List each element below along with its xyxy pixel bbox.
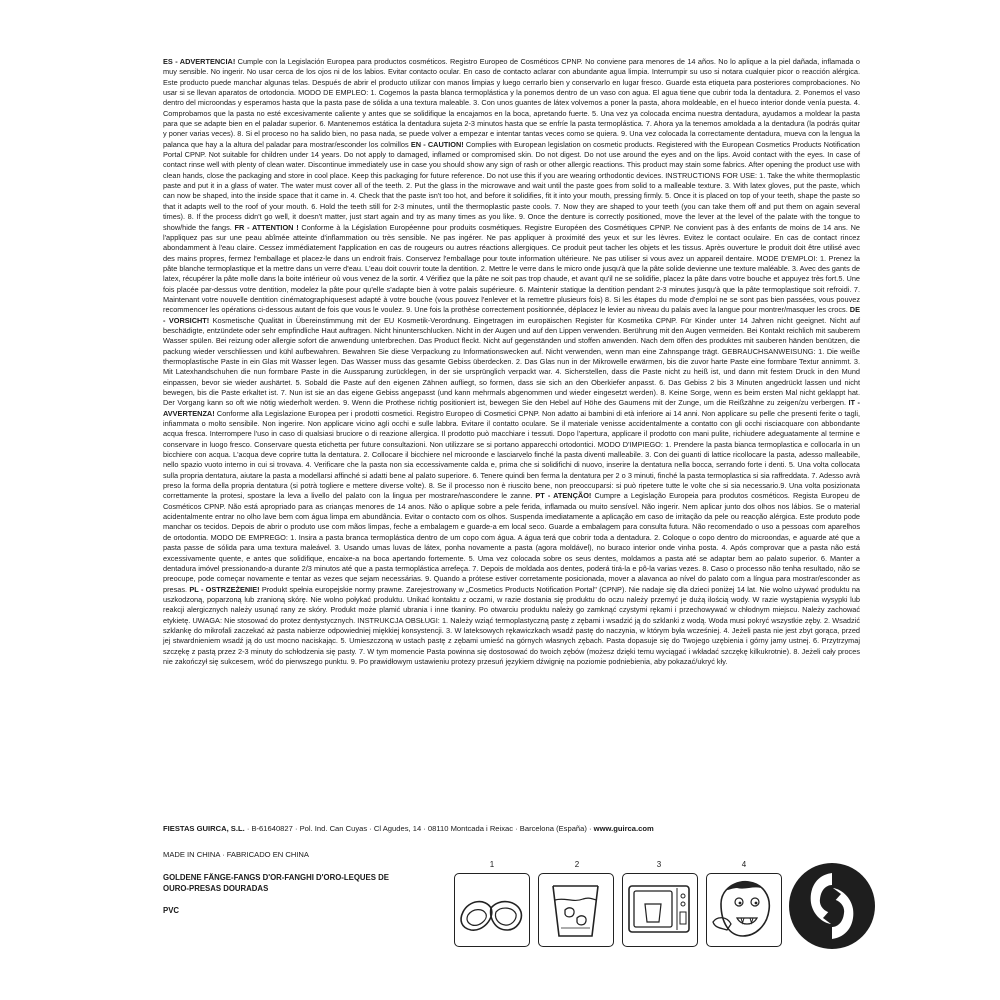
section-it xyxy=(163,398,860,500)
section-de-text: Kosmetische Qualität in Übereinstimmung mit der EU Kosmetik-Verordnung. Eingetragen im europäischen Register für Kosmetika CPNP. Für Kinder unter 14 Jahren nicht geeignet. Nicht auf beschädigte, entzündete oder sehr empfindliche Haut auftragen. Nicht hinunterschlucken. Nicht in der Augen und auf den Lippen verwenden. Berührung mit den Augen vermeiden. Bei Kontakt reichlich mit sauberem Wasser spülen. Bei reizung oder allergie sofort die anwendung unterbrechen. Das Product fleckt. Nicht auf gegenständen und stoffen anwenden. Nach dem öffen des produktes mit sauberen händen benützen, die packung wieder verschliessen und kühl aufbewahren. Bewahren Sie diese Verpackung zu Informationswecken auf. Nicht verwenden, wenn man eine Zahnspange trägt. GEBRAUCHSANWEISUNG: 1. Die weiße thermoplastische Paste in ein Glas mit Wasser legen. Das Wasser muss das gesamte Gebiss überdecken. 2. Das Glas nun in der Mikrowelle erwärmen, bis die zuvor harte Paste eine formbare Textur annimmt. 3. Mit Latexhandschuhen die nun formbare Paste in die Aussparung zurücklegen, in der sie ursprünglich verpackt war. 4. Sicherstellen, dass die Paste nicht zu heiß ist, und dann mit festem Druck in den Mund einpassen, bevor sie wieder aushärtet. 5. Sobald die Paste auf den eigenen Zähnen aufliegt, so formen, dass sie sich an den Oberkiefer anpasst. 6. Das Gebiss 2 bis 3 Minuten angedrückt lassen und nicht bewegen, bis die Paste erkaltet ist. 7. Nun ist sie an das eigene Gebiss angepasst (und kann mehrmals abgenommen und wieder eingesetzt werden). 8. Keine Sorge, wenn es beim ersten Mal nicht geklappt hat. Der Vorgang kann so oft wie nötig wiederholt werden. 9. Wenn die Prothese richtig positioniert ist, bewegen Sie den Hebel auf Höhe des Gaumens mit der Zunge, um die Reißzähne zu zeigen/zu verbergen. xyxy=(163,315,860,408)
section-en-heading: EN - CAUTION! xyxy=(410,139,464,149)
step-2-number: 2 xyxy=(574,860,580,869)
section-en-text: Complies with European legislation on cosmetic products. Registered with the European Cosmetics Products Notification Portal CPNP. Not suitable for children under 14 years. Do not apply to damaged, inflamed or compromised skin. Do not digest. Do not use around the eyes and on the lips. Avoid contact with the eyes. In case of contact rinse well with plenty of clean water. Discontinue immediately use in case you should show any sign of rash or other allergic reactions. This product may stain some fabrics. After opening the product use with clean hands, close the packaging and store in cool place. Keep this packaging for future reference. Do not use this if you are wearing orthodontic devices. INSTRUCTIONS FOR USE: 1. Take the white thermoplastic paste and put it in a glass of water. The water must cover all of the teeth. 2. Put the glass in the microwave and wait until the paste goes from solid to a malleable texture. 3. With latex gloves, put the paste, which can now be shaped, into the inside space that it came in. 4. Check that the paste isn't too hot, and before it solidifies, fit it into your mouth, pressing firmly. 5. Once it is placed on top of your teeth, shape the paste so that it adapts well to the roof of your mouth. 6. Hold the teeth still for 2-3 minutes, until the thermoplastic paste cools. 7. Now they are shaped to your teeth (you can take them off and put them on again several times). 8. If the process didn't go well, it doesn't matter, just start again and try as many times as you like. 9. Once the denture is correctly positioned, move the lever at the level of the palate with the tongue to show/hide the fangs. xyxy=(163,139,860,232)
step-4-number: 4 xyxy=(741,860,747,869)
company-details: · B-61640827 · Pol. Ind. Can Cuyas · Cl Agudes, 14 · 08110 Montcada i Reixac · Barcelona (España) · xyxy=(244,824,594,833)
section-pt-text: Cumpre a Legislação Europeia para produtos cosméticos. Regista Europeu de Cosméticos CPNP. Não está apropriado para as crianças menores de 14 anos. Não o aplique sobre a pele ferida, inflamada ou muito sensível. Não ingerir. Nem aplicar junto dos olhos nos lábios. Se o material acidentalmente entrar no olho lave bem com água limpa em abundância. Evitar o contacto com os olhos. Suspenda imediatamente a aplicação em caso de irritação da pele ou reacção alérgica. Este produto pode manchar os tecidos. Depois de abrir o produto use com mãos limpas, feche a embalagem e guarde-a em local seco. Guarde a embalagem para consulta futura. Não recomendado o uso a pessoas com aparelhos de ortodontia. MODO DE EMPREGO: 1. Insira a pasta branca termoplástica dentro de um copo com água. A água terá que cobrir toda a dentadura. 2. Coloque o copo dentro do microondas, e aguarde até que a pasta passe de sólida para uma textura maleável. 3. Usando umas luvas de látex, ponha novamente a pasta (agora moldável), no buraco interior onde vinha posta. 4. Após comprovar que a pasta não está excessivamente quente, e antes que solidifique, encaixe-a na boca apertando fortemente. 5. Uma vez colocada sobre os seus dentes, moldamos a pasta até se adaptar bem ao palato superior. 6. Manter a dentadura imóvel pressionando-a durante 2/3 minutos até que a pasta termoplástica arrefeça. 7. Depois de moldada aos dentes, poderá tirá-la e pô-la varias vezes. 8. Caso o processo não tenha resultado, não se preocupe, pode começar novamente e tentar as vezes que sejam necessárias. 9. Quando a prótese estiver corretamente posicionada, mover a alavanca ao nível do palato com a língua para mostrar/esconder as presas. xyxy=(163,491,860,594)
glass-of-water-icon xyxy=(539,874,612,945)
fangs-icon xyxy=(455,874,528,945)
section-es-text: Cumple con la Legislación Europea para productos cosméticos. Registro Europeo de Cosméticos CPNP. No conviene para menores de 14 años. No lo aplique a la piel dañada, inflamada o muy sensible. No ingerir. No usar cerca de los ojos ni de los labios. Evitar contacto ocular. En caso de contacto aclarar con abundante agua limpia. Interrumpir su uso si notara cualquier picor o reacción alérgica. Este producto puede manchar algunas telas. Después de abrir el producto utilizar con manos limpias y luego cerrarlo bien y conservarlo en lugar fresco. Guarde esta etiqueta para posteriores comprobaciones. No usar si se llevan aparatos de ortodoncia. MODO DE EMPLEO: 1. Cogemos la pasta blanca termoplástica y la ponemos dentro de un vaso con agua. El agua tiene que cubrir toda la dentadura. 2. Ponemos el vaso dentro del microondas y esperamos hasta que la pasta pase de sólida a una textura maleable. 3. Con unos guantes de látex volvemos a poner la pasta, ahora moldeable, en el hueco interior donde venía puesta. 4. Comprobamos que la pasta no esté excesivamente caliente y antes que se solidifique la encajamos en la boca, apretando fuerte. 5. Una vez ya colocada encima nuestra dentadura, ayudamos a moldear la pasta para que se adapte bien en el paladar superior. 6. Mantenemos estática la dentadura sujeta 2-3 minutos hasta que se enfríe la pasta termoplástica. 7. Ahora ya la tenemos amoldada a la dentadura (la podrás quitar y poner varias veces). 8. Si el proceso no ha salido bien, no pasa nada, se puede volver a empezar e intentar tantas veces como se quiera. 9. Una vez colocada la correctamente dentadura, mueva con la lengua la palanca que hay a la altura del paladar para mostrar/esconder los colmillos xyxy=(163,57,860,149)
step-3-panel xyxy=(622,873,698,947)
section-es xyxy=(163,57,860,149)
warning-text xyxy=(163,57,860,667)
section-de-heading: DE - VORSICHT! xyxy=(163,305,860,325)
section-pl-text: Produkt spełnia europejskie normy prawne. Zarejestrowany w „Cosmetics Products Notification Portal" (CPNP). Nie nadaje się dla dzieci poniżej 14 lat. Nie wolno używać produktu na uszkodzoną, poparzoną lub zranioną skórę. Nie wolno połykać produktu. Unikać kontaktu z oczami, w razie dostania się produktu do oczu należy przemyć je dużą ilością wody. W razie wystąpienia wysypki lub reakcji alergicznych należy usunąć rany ze skóry. Produkt może plamić ubrania i inne tkaniny. Po otwarciu produktu należy go zamknąć czystymi rękami i przechowywać w chłodnym miejscu. Należy zachować etykietę. UWAGA: Nie stosować do protez dentystycznych. INSTRUKCJA OBSŁUGI: 1. Należy wziąć termoplastyczną pastę z zębami i wsadzić ją do szklanki z wodą. Woda musi pokryć wszystkie zęby. 2. Wsadzić szklankę do mikrofali zaczekać aż pasta nabierze odpowiedniej miękkiej konsystencji. 3. W lateksowych rękawiczkach wsadź pastę do naczynia, w którym była wcześniej. 4. Jeżeli pasta nie jest zbyt gorąca, przed jej stwardnieniem wsadź ją do ust mocno naciskając. 5. Umieszczoną w ustach pastę z zębami umieść na górnych własnych zębach. Pasta dopasuje się do Twojego uzębienia i górny jamy ustnej. 6. Przytrzymaj szczękę z pastą przez 2-3 minuty do schłodzenia się pasty. 7. W tym momencie Pasta powinna się dostosować do twoich zębów (możesz dzięki temu wyciągać i wkładać szczękę kilkukrotnie). 8. Jeżeli cały proces nie zakończył się sukcesem, wróć do pierwszego punktu. 9. Po prawidłowym ustawieniu protezy przesuń językiem dźwignię na poziomie podniebienia, aby pokazać/ukryć kły. xyxy=(163,584,861,666)
section-fr-heading: FR - ATTENTION ! xyxy=(234,222,299,232)
section-pt-heading: PT - ATENÇÃO! xyxy=(535,491,592,501)
section-it-heading: IT - AVVERTENZA! xyxy=(163,398,860,418)
instruction-steps xyxy=(454,860,782,950)
section-de xyxy=(163,305,860,407)
company-website: www.guirca.com xyxy=(593,824,654,833)
microwave-icon xyxy=(623,874,696,945)
company-line xyxy=(163,824,863,833)
section-fr-text: Conforme à la Législation Européenne pour produits cosmétiques. Registre Européen des Cosmétiques CPNP. Ne convient pas à des enfants de moins de 14 ans. Ne l'appliquez pas sur une peau abîmée atteinte d'inflammation ou très sensible. Ne pas ingérer. Ne pas appliquer à proximité des yeux et sur les lèvres. Evitez le contact oculaire. En cas de contact rincez abondamment à l'eau claire. Cessez immédiatement l'application en cas de rougeurs ou autres réactions allergiques. Ce produit peut tacher les objets et les tissus. Après ouverture le produit doit être utilisé avec des mains propres, fermez l'emballage et placez-le dans un endroit frais. Conservez l'emballage pour toute information ultérieure. Ne pas utiliser si vous avez un appareil dentaire. MODE D'EMPLOI: 1. Prenez la pâte blanche termoplastique et la mettre dans un verre d'eau. L'eau doit couvrir toute la dentition. 2. Mettre le verre dans le micro onde jusqu'à que la pâte solide devienne une texture maléable. 3. Avec des gants de latex, récupérer la pâte molle dans la boite intérieur où vous venez de la sortir. 4 Vérifiez que la pâte ne soit pas trop chaude, et avant qu'il ne se solidifie, placez la pâte dans votre bouche et appuyez très fort.5. Une fois placée par-dessus votre dentition, modelez la pâte pour qu'elle s'adapte bien à votre palais supérieure. 6. Maintenir statique la dentition pendant 2-3 minutes jusqu'à que la pâte termoplastique soit refroidi. 7. Maintenant votre nouvelle dentition cinématographiquesest adapté à votre bouche (vous pouvez l'enlever et la remettre plusieurs fois) 8. Si les étapes du mode d'emploi ne se sont pas bien passées, vous pouvez recommencer les opérations ci-dessous autant de fois que vous le voulez. 9. Une fois la prothèse correctement positionnée, déplacez le levier au niveau du palais avec la langue pour montrer/masquer les crocs. xyxy=(163,222,860,315)
section-en xyxy=(163,140,860,232)
step-1-number: 1 xyxy=(489,860,495,869)
green-dot-recycling-icon xyxy=(787,861,877,951)
step-3-number: 3 xyxy=(656,860,662,869)
step-4-panel xyxy=(706,873,782,947)
product-name: GOLDENE FÄNGE-FANGS D'OR-FANGHI D'ORO-LEQUES DE OURO-PRESAS DOURADAS xyxy=(163,873,389,893)
child-wearing-fangs-icon xyxy=(707,874,780,945)
step-2-panel xyxy=(538,873,614,947)
section-fr xyxy=(163,223,860,315)
section-it-text: Conforme alla Legislazione Europea per i prodotti cosmetici. Registro Europeo di Cosmetici CPNP. Non adatto ai bambini di età inferiore ai 14 anni. Non applicare su pelle che presenti ferite o tagli, infiammata o molto sensibile. Non ingerire. Non applicare vicino agli occhi e sulle labbra. Evitare il contatto oculare. Se il materiale venisse accidentalmente a contatto con gli occhi risciacquare con abbondante acqua fresca. Interrompere l'uso in caso di qualsiasi bruciore o di reazione allergica. Il prodotto può macchiare i tessuti. Dopo l'apertura, applicare il prodotto con mani pulite, richiudere adeguatamente al termine e conservare in luogo fresco. Conservare questa etichetta per future consultazioni. Non utilizzare se si portano apparecchi ortodontici. MODO D'IMPIEGO: 1. Prendere la pasta bianca termoplastica e collocarla in un bicchiere con acqua. L'acqua deve coprire tutta la dentatura. 2. Collocare il bicchiere nel microonde e lasciarvelo finché la pasta diventi malleabile. 3. Con dei guanti di lattice ricollocare la pasta, adesso malleabile, nello spazio vuoto interno in cui si trovava. 4. Verificare che la pasta non sia eccessivamente calda e, prima che si solidifichi di nuovo, inserire la dentatura nella bocca, serrando forte i denti. 5. Una volta collocata sulla propria dentatura, aiutare la pasta a modellarsi affinché si adatti bene al palato superiore. 6. Tenere quindi ben ferma la dentatura per 2 o 3 minuti, finché la pasta termoplastica si sia raffreddata. 7. Adesso avrà preso la forma della propria dentatura (si potrà togliere e mettere diverse volte). 8. Se il processo non è riuscito bene, non preoccuparsi: si può ripetere tutte le volte che si sia necessario.9. Una volta posizionata correttamente la protesi, spostare la leva a livello del palato con la lingua per mostrare/nascondere le zanne. xyxy=(163,408,860,501)
step-1-panel xyxy=(454,873,530,947)
made-in-line: MADE IN CHINA · FABRICADO EN CHINA xyxy=(163,850,309,859)
company-name: FIESTAS GUIRCA, S.L. xyxy=(163,824,245,833)
material-label: PVC xyxy=(163,906,180,915)
section-pl-heading: PL - OSTRZEŻENIE! xyxy=(189,584,260,594)
section-es-heading: ES - ADVERTENCIA! xyxy=(163,57,236,66)
section-pl xyxy=(163,585,860,666)
section-pt xyxy=(163,491,860,593)
